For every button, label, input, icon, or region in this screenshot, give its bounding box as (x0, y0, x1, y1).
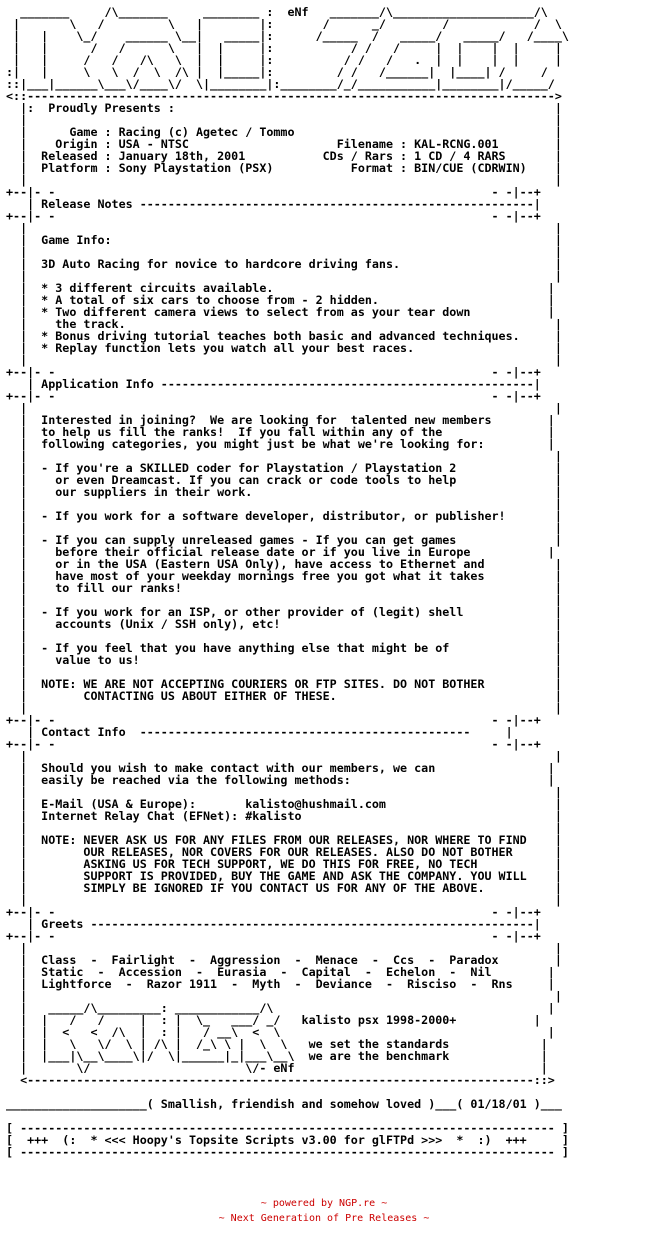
nfo-line: | | (6, 221, 562, 235)
nfo-line: | Lightforce - Razor 1911 - Myth - Deviance - Risciso - Rns | (6, 977, 555, 991)
nfo-line: | | \ \/ \ | /\ | /_\ \ | \ \ we set the standards | (6, 1037, 548, 1051)
nfo-line: | | (6, 173, 562, 187)
nfo-line: | - If you feel that you have anything else that might be of | (6, 641, 562, 655)
nfo-line: | before their official release date or if you live in Europe | (6, 545, 555, 559)
nfo-line: | | (6, 701, 562, 715)
nfo-line: | | (6, 593, 562, 607)
nfo-line: | Released : January 18th, 2001 CDs / Rars : 1 CD / 4 RARS | (6, 149, 562, 163)
nfo-line: | | (6, 629, 562, 643)
nfo-line: | or even Dreamcast. If you can crack or code tools to help | (6, 473, 562, 487)
nfo-line: | Interested in joining? We are looking for talented new members | (6, 413, 555, 427)
nfo-line: | - If you're a SKILLED coder for Playstation / Playstation 2 | (6, 461, 562, 475)
nfo-line: | | (6, 497, 562, 511)
nfo-line: ____________________( Smallish, friendish and somehow loved )___( 01/18/01 )___ (6, 1097, 562, 1111)
nfo-line: | * 3 different circuits available. | (6, 281, 555, 295)
nfo-line: | Should you wish to make contact with our members, we can | (6, 761, 555, 775)
footer-powered-by: ~ powered by NGP.re ~ (260, 1198, 388, 1209)
nfo-line: | \ / \ | |: / _/ / / \ (6, 17, 562, 31)
nfo-line: +--|- - - -|--+ (6, 929, 541, 943)
nfo-line: | | (6, 353, 562, 367)
nfo-line: | Contact Info ----------------------------------------------- | (6, 725, 513, 739)
nfo-line: |: Proudly Presents : | (6, 101, 562, 115)
nfo-line: ::|___|______\___\/____\/ \|________|:________/_/___________|________|/_____/ (6, 77, 555, 91)
nfo-line: | or in the USA (Eastern USA Only), have access to Ethernet and | (6, 557, 562, 571)
nfo-line: | Game Info: | (6, 233, 562, 247)
nfo-line: | | (6, 785, 562, 799)
nfo-line: | E-Mail (USA & Europe): kalisto@hushmail.com | (6, 797, 562, 811)
nfo-line: | - If you work for an ISP, or other provider of (legit) shell | (6, 605, 562, 619)
nfo-line: | accounts (Unix / SSH only), etc! | (6, 617, 562, 631)
nfo-line: | following categories, you might just be what we're looking for: | (6, 437, 555, 451)
nfo-line: | to help us fill the ranks! If you fall within any of the | (6, 425, 555, 439)
nfo-line: _______ /\_______ ________ : eNf _______/\____________________/\ (6, 5, 548, 19)
nfo-line: +--|- - - -|--+ (6, 713, 541, 727)
nfo-text (6, 6, 642, 1158)
nfo-line: | | (6, 893, 562, 907)
nfo-line: | ASKING US FOR TECH SUPPORT, WE DO THIS FOR FREE, NO TECH | (6, 857, 562, 871)
nfo-line: | * A total of six cars to choose from - 2 hidden. | (6, 293, 555, 307)
nfo-line: | Static - Accession - Eurasia - Capital - Echelon - Nil | (6, 965, 555, 979)
nfo-line: | Internet Relay Chat (EFNet): #kalisto | (6, 809, 562, 823)
nfo-line: | Platform : Sony Playstation (PSX) Format : BIN/CUE (CDRWIN) | (6, 161, 562, 175)
nfo-line: | 3D Auto Racing for novice to hardcore driving fans. | (6, 257, 562, 271)
footer (0, 1196, 648, 1226)
nfo-line: | * Replay function lets you watch all your best races. | (6, 341, 562, 355)
nfo-line: | - If you work for a software developer, distributor, or publisher! | (6, 509, 562, 523)
nfo-line: | * Bonus driving tutorial teaches both basic and advanced techniques. | (6, 329, 562, 343)
nfo-line: <::---------------------------------------------------------------------------> (6, 89, 562, 103)
nfo-line: | CONTACTING US ABOUT EITHER OF THESE. | (6, 689, 562, 703)
nfo-line: | Application Info -----------------------------------------------------| (6, 377, 541, 391)
nfo-line: | Origin : USA - NTSC Filename : KAL-RCNG.001 | (6, 137, 562, 151)
nfo-line: | | \_/ ______ \__| _____|: /_____ / _____/ _____/ /____\ (6, 29, 569, 43)
nfo-line: | * Two different camera views to select from as your tear down | (6, 305, 555, 319)
nfo-line: | | (6, 401, 562, 415)
nfo-line: | | (6, 989, 562, 1003)
nfo-line: | | (6, 821, 562, 835)
nfo-line: | easily be reached via the following methods: | (6, 773, 555, 787)
nfo-line: [ +++ (: * <<< Hoopy's Topsite Scripts v3.00 for glFTPd >>> * :) +++ ] (6, 1133, 569, 1147)
nfo-line: | | (6, 113, 562, 127)
nfo-line: +--|- - - -|--+ (6, 365, 541, 379)
nfo-line: | | (6, 941, 562, 955)
nfo-line: | | (6, 269, 562, 283)
nfo-line: [ ---------------------------------------------------------------------------- ] (6, 1145, 569, 1159)
nfo-line: | NOTE: NEVER ASK US FOR ANY FILES FROM OUR RELEASES, NOR WHERE TO FIND | (6, 833, 562, 847)
nfo-line: | | (6, 245, 562, 259)
nfo-line: +--|- - - -|--+ (6, 209, 541, 223)
nfo-line: | | / / /\ \ | | |: / / / . | | | | | (6, 53, 562, 67)
nfo-line: +--|- - - -|--+ (6, 185, 541, 199)
nfo-line: | | (6, 521, 562, 535)
nfo-line: | the track. | (6, 317, 562, 331)
nfo-line: | value to us! | (6, 653, 562, 667)
nfo-line: | NOTE: WE ARE NOT ACCEPTING COURIERS OR FTP SITES. DO NOT BOTHER | (6, 677, 562, 691)
nfo-line: | Class - Fairlight - Aggression - Menace - Ccs - Paradox | (6, 953, 562, 967)
nfo-line: | OUR RELEASES, NOR COVERS FOR OUR RELEASES. ALSO DO NOT BOTHER | (6, 845, 562, 859)
nfo-line: | have most of your weekday mornings free you got what it takes | (6, 569, 562, 583)
nfo-line: | | (6, 449, 562, 463)
nfo-line: | | / / | : | \_ ___/ _/ kalisto psx 1998-2000+ | (6, 1013, 541, 1027)
nfo-line: | \/ \/- eNf | (6, 1061, 548, 1075)
nfo-line: | | < < /\ | : | / __\ < \ | (6, 1025, 555, 1039)
nfo-line: | | (6, 749, 562, 763)
nfo-line: | Release Notes --------------------------------------------------------| (6, 197, 541, 211)
nfo-line: | Game : Racing (c) Agetec / Tommo | (6, 125, 562, 139)
nfo-line: <------------------------------------------------------------------------::> (6, 1073, 555, 1087)
nfo-line: +--|- - - -|--+ (6, 389, 541, 403)
nfo-line: [ ---------------------------------------------------------------------------- ] (6, 1121, 569, 1135)
nfo-line: | SIMPLY BE IGNORED IF YOU CONTACT US FOR ANY OF THE ABOVE. | (6, 881, 562, 895)
nfo-line: +--|- - - -|--+ (6, 905, 541, 919)
footer-tagline: ~ Next Generation of Pre Releases ~ (218, 1213, 430, 1224)
nfo-line: | our suppliers in their work. | (6, 485, 562, 499)
nfo-line: | | / / \ | | |: / / / | | | | | (6, 41, 562, 55)
nfo-line: | to fill our ranks! | (6, 581, 562, 595)
nfo-line: :| | \ \ / \ /\ | |_____|: / / /______| |____| / / (6, 65, 548, 79)
nfo-line: | _____/\_________: ____________/\ | (6, 1001, 555, 1015)
nfo-line: | SUPPORT IS PROVIDED, BUY THE GAME AND ASK THE COMPANY. YOU WILL | (6, 869, 562, 883)
nfo-line: | |___|\__\____\|/ \|______|_|___\__\ we are the benchmark | (6, 1049, 548, 1063)
nfo-line: | | (6, 665, 562, 679)
nfo-line: | - If you can supply unreleased games - If you can get games | (6, 533, 562, 547)
nfo-line: +--|- - - -|--+ (6, 737, 541, 751)
nfo-line: | Greets ---------------------------------------------------------------| (6, 917, 541, 931)
